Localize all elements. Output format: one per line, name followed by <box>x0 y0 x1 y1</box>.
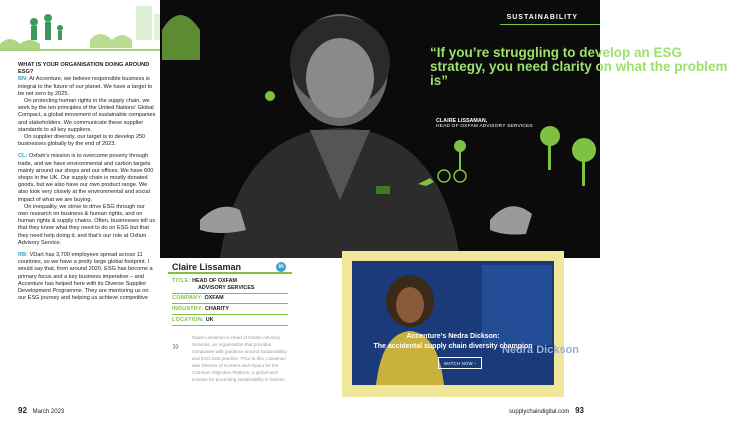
profile-title-row-2: ADVISORY SERVICES <box>198 285 255 291</box>
divider <box>172 293 288 294</box>
profile-bio: Claire Lissaman is Head of Oxfam Advisory Services, an organisation that provides companies with guidance around sustainability and ESG best practice. Prior to this, Lissaman was Director of Content and Impact for the Common Objective Platform, a global tech solution for promoting sustainability in fashion. <box>192 335 287 382</box>
profile-industry-row: INDUSTRY: CHARITY <box>172 306 229 312</box>
photo-illustration <box>160 0 600 258</box>
profile-company-row: COMPANY: OXFAM <box>172 295 224 301</box>
video-watermark: Nedra Dickson <box>502 344 580 356</box>
speaker-photo <box>160 0 728 258</box>
bn-paragraph-1: BN: At Accenture, we believe responsible business is integral to the future of our planet. We have a target to be net zero by 2025. <box>18 76 153 97</box>
divider <box>172 325 288 326</box>
pull-quote: “If you’re struggling to develop an ESG strategy, you need clarity on what the problem is” <box>430 45 728 88</box>
footer-left <box>18 406 64 415</box>
site-url[interactable]: supplychaindigital.com <box>509 409 570 415</box>
cl-paragraph-1: CL: Oxfam’s mission is to overcome poverty through trade, and we have environmental and carbon targets mainly around our shops and our offices. We have 600 shops in the UK. Our supply chain is mostly donated goods, but we also have our own product range. We also look very closely at the environmental and social impact of what we are buying. <box>18 153 154 203</box>
people-illustration <box>0 0 180 62</box>
video-title-line-1: Accenture’s Nedra Dickson: <box>406 333 500 340</box>
tag-underline <box>500 24 600 25</box>
rb-paragraph-1: RB: VDart has 3,700 employees spread across 11 countries, so we have a pretty large global footprint. I would say that, from around 2020, ESG has become a primary focus and a key business imperative – and Accenture has helped here with its Diverse Supplier Development Programme. They are mentoring us on our ESG journey and helping us achieve competitive <box>18 252 153 302</box>
watch-now-button[interactable]: WATCH NOW › <box>438 357 482 369</box>
page-number-left: 92 <box>18 406 27 415</box>
page-number-right: 93 <box>575 406 584 415</box>
profile-location-row: LOCATION: UK <box>172 317 214 323</box>
bn-paragraph-2: On protecting human rights in the supply chain, we work by the ten principles of the United Nations’ Global Compact, a global movement of sustainable companies and stakeholders. We communicate these supplier standards to all key suppliers. <box>18 98 156 133</box>
profile-header <box>168 258 292 274</box>
article-column <box>18 62 156 303</box>
divider <box>172 314 288 315</box>
divider <box>172 303 288 304</box>
video-thumbnail[interactable] <box>352 261 580 385</box>
chevron-right-icon: » <box>172 338 180 353</box>
question-heading: WHAT IS YOUR ORGANISATION DOING AROUND ESG? <box>18 62 150 76</box>
video-title-line-2: The accidental supply chain diversity champion <box>373 343 533 350</box>
profile-title-row: TITLE: HEAD OF OXFAM <box>172 278 238 284</box>
linkedin-icon[interactable]: in <box>276 262 286 272</box>
cl-paragraph-2: On inequality, we strive to drive ESG through our own research on business & human rights, and on human rights & supply chains. Often, businesses tell us that they know what they need to do on ESG but that they need help doing it, and that’s our role at Oxfam Advisory Service. <box>18 203 156 246</box>
profile-card <box>168 258 292 408</box>
video-card[interactable] <box>342 251 580 397</box>
speaker-bn: BN: <box>18 76 28 83</box>
quote-attribution-name: CLAIRE LISSAMAN, <box>436 118 488 124</box>
speaker-rb: RB: <box>18 252 28 259</box>
profile-name: Claire Lissaman <box>172 262 242 272</box>
bn-paragraph-3: On supplier diversity, our target is to develop 250 businesses globally by the end of 2023. <box>18 134 146 148</box>
footer-right <box>509 406 584 415</box>
quote-attribution-role: HEAD OF OXFAM ADVISORY SERVICES <box>436 124 533 129</box>
speaker-cl: CL: <box>18 153 28 160</box>
issue-date: March 2023 <box>32 409 65 415</box>
section-tag: SUSTAINABILITY <box>506 14 578 21</box>
